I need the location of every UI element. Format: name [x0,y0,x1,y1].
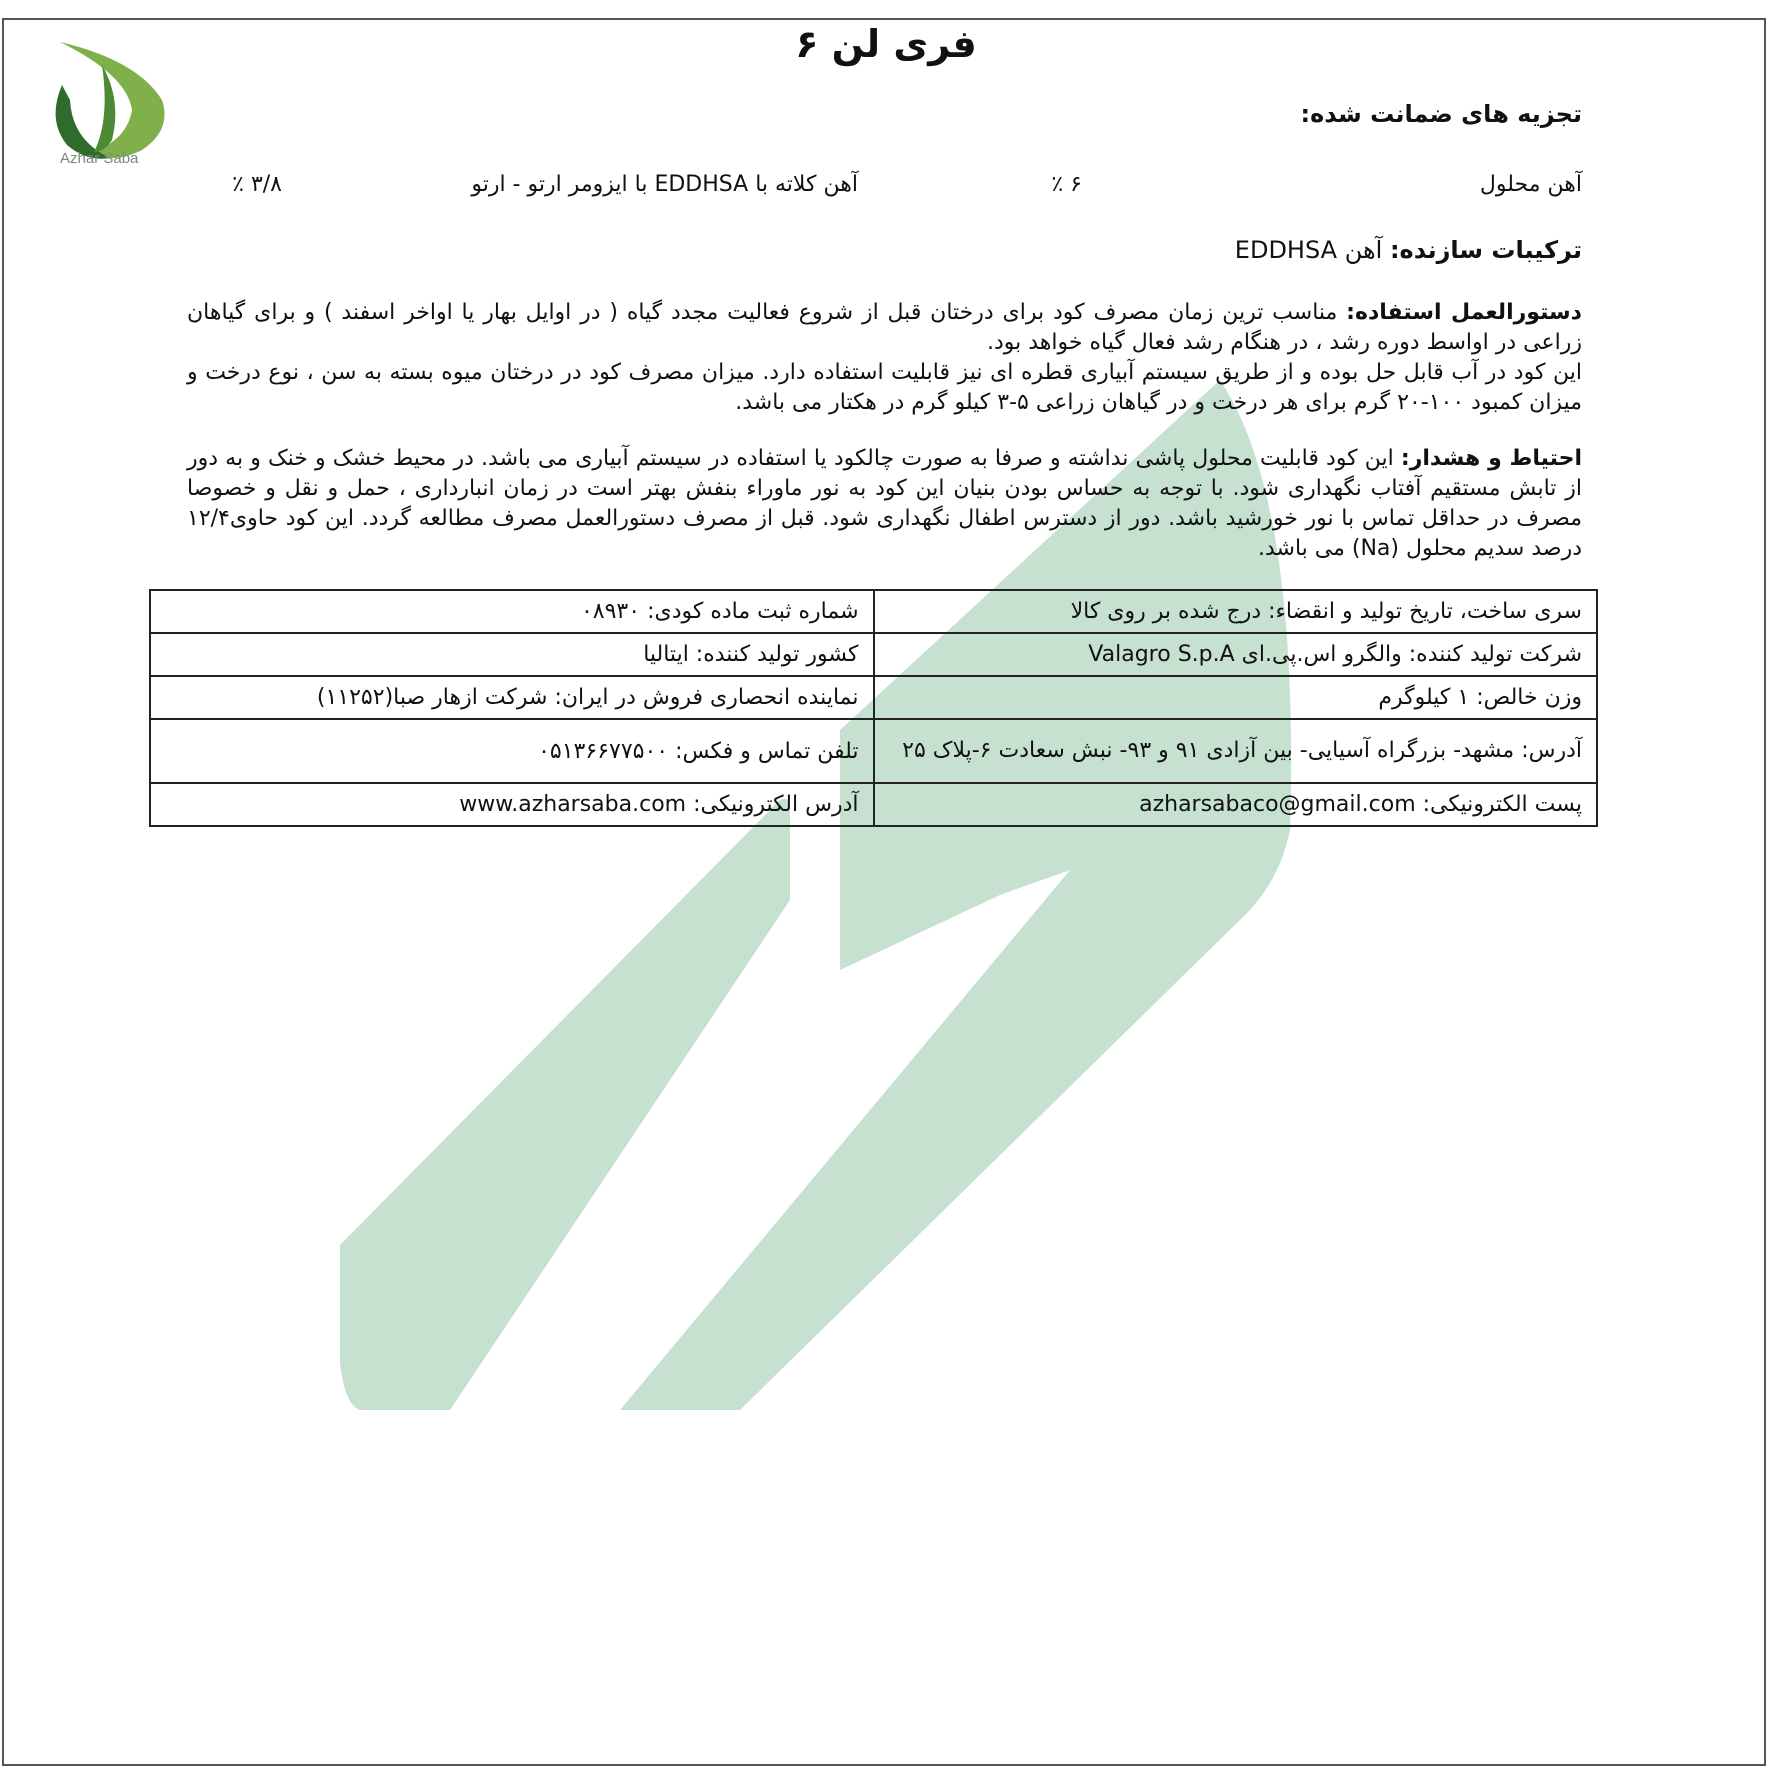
warning-text: این کود قابلیت محلول پاشی نداشته و صرفا به صورت چالکود یا استفاده در سیستم آبیاری می باشد. در محیط خشک و خنک و به دور از تابش مستقیم آفتاب نگهداری شود. با توجه به حساس بودن بنیان این کود به نور ماوراء بنفش بهتر است در زمان انبارداری ، حمل و نقل و خصوصا مصرف در حداقل تماس با نور خورشید باشد. دور از دسترس اطفال نگهداری شود. قبل از مصرف دستورالعمل مصرف مطالعه گردد. این کود حاوی۱۲/۴ درصد سدیم محلول (Na) می باشد. [187,446,1582,561]
soluble-iron-value: ۶ ٪ [1051,172,1082,197]
usage-paragraph [187,298,1582,358]
table-row [150,783,1597,826]
table-row [150,719,1597,783]
table-cell: شرکت تولید کننده: والگرو اس.پی.ای Valagro S.p.A [874,633,1598,676]
composition-label: ترکیبات سازنده: [1389,236,1582,264]
table-cell: وزن خالص: ۱ کیلوگرم [874,676,1598,719]
logo-text: Azhar Saba [60,150,139,167]
table-cell: شماره ثبت ماده کودی: ۰۸۹۳۰ [150,590,874,633]
usage-label: دستورالعمل استفاده: [1346,300,1582,325]
table-cell: نماینده انحصاری فروش در ایران: شرکت ازهار صبا(۱۱۲۵۲) [150,676,874,719]
table-row [150,676,1597,719]
composition-value: آهن EDDHSA [1234,236,1383,264]
table-cell: پست الکترونیکی: azharsabaco@gmail.com [874,783,1598,826]
page-title: فری لن ۶ [795,22,977,66]
table-cell: کشور تولید کننده: ایتالیا [150,633,874,676]
table-cell: سری ساخت، تاریخ تولید و انقضاء: درج شده بر روی کالا [874,590,1598,633]
composition-line [1235,236,1582,264]
chelated-iron-label: آهن کلاته با EDDHSA با ایزومر ارتو - ارتو [471,172,858,197]
table-cell: آدرس: مشهد- بزرگراه آسیایی- بین آزادی ۹۱ و ۹۳- نبش سعادت ۶-پلاک ۲۵ [874,719,1598,783]
table-row [150,590,1597,633]
soluble-iron-label: آهن محلول [1479,172,1582,197]
usage-text: مناسب ترین زمان مصرف کود برای درختان قبل از شروع فعالیت مجدد گیاه ( در اوایل بهار یا اواخر اسفند ) و برای گیاهان زراعی در اواسط دوره رشد ، در هنگام رشد فعال گیاه خواهد بود. [187,300,1582,355]
warning-paragraph [187,444,1582,564]
guaranteed-analysis-heading: تجزیه های ضمانت شده: [1300,100,1582,128]
chelated-iron-value: ۳/۸ ٪ [232,172,282,197]
table-row [150,633,1597,676]
product-info-table [149,589,1598,827]
table-cell: آدرس الکترونیکی: www.azharsaba.com [150,783,874,826]
warning-label: احتیاط و هشدار: [1400,446,1583,471]
usage-paragraph-2: این کود در آب قابل حل بوده و از طریق سیستم آبیاری قطره ای نیز قابلیت استفاده دارد. میزان مصرف کود در درختان میوه بسته به سن ، نوع درخت و میزان کمبود ۱۰۰-۲۰ گرم برای هر درخت و در گیاهان زراعی ۵-۳ کیلو گرم در هکتار می باشد. [187,360,1582,415]
table-cell: تلفن تماس و فکس: ۰۵۱۳۶۶۷۷۵۰۰ [150,719,874,783]
